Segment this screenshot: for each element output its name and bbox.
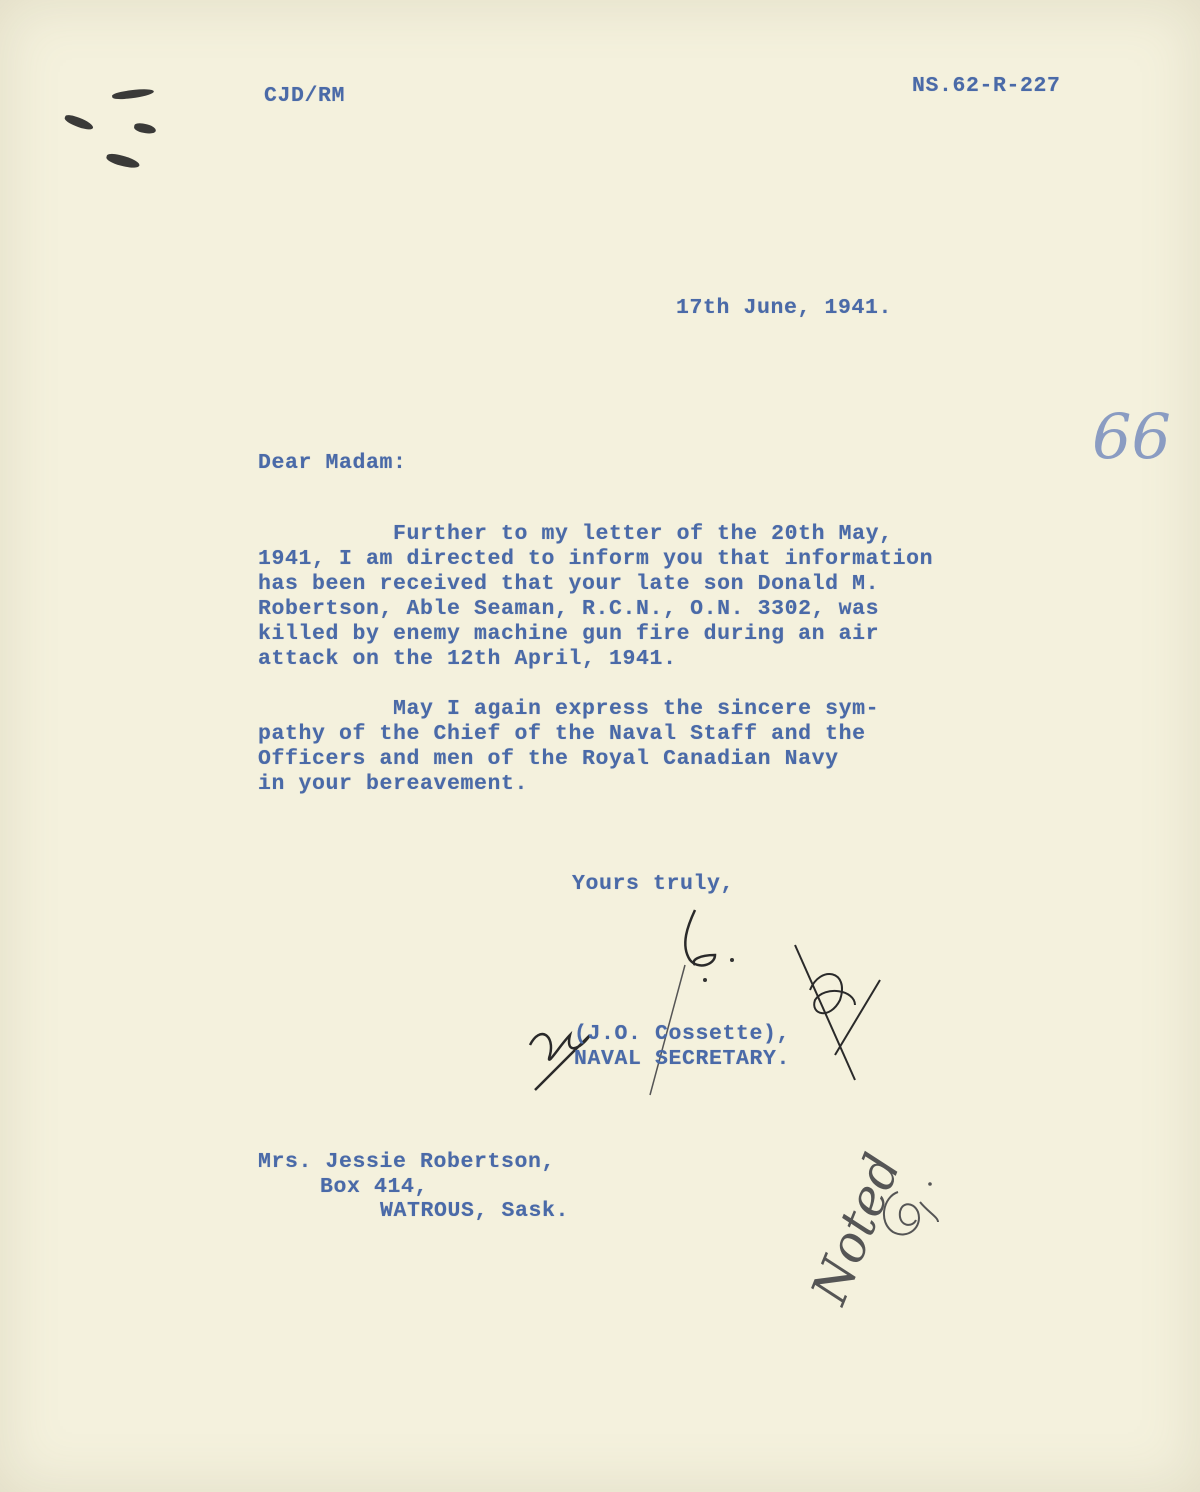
body-line: in your bereavement. bbox=[258, 772, 529, 796]
recipient-city: WATROUS, Sask. bbox=[380, 1199, 570, 1223]
body-line: attack on the 12th April, 1941. bbox=[258, 647, 677, 671]
body-line: Robertson, Able Seaman, R.C.N., O.N. 3302, was bbox=[258, 597, 880, 621]
handwritten-initials bbox=[868, 1172, 948, 1252]
letter-date: 17th June, 1941. bbox=[676, 296, 893, 320]
body-line: 1941, I am directed to inform you that information bbox=[258, 547, 934, 571]
signature-name: (J.O. Cossette), bbox=[574, 1022, 791, 1046]
reference-right: NS.62-R-227 bbox=[912, 74, 1061, 98]
body-line: pathy of the Chief of the Naval Staff and the bbox=[258, 722, 866, 746]
body-line: Officers and men of the Royal Canadian Navy bbox=[258, 747, 839, 771]
body-line: May I again express the sincere sym- bbox=[258, 697, 880, 721]
closing: Yours truly, bbox=[572, 872, 735, 896]
pencil-page-number: 66 bbox=[1092, 400, 1171, 473]
handwritten-note: Noted bbox=[800, 1145, 913, 1312]
body-paragraph-1 bbox=[258, 522, 933, 672]
reference-left: CJD/RM bbox=[264, 84, 346, 108]
body-paragraph-2 bbox=[258, 697, 879, 797]
signature-title: NAVAL SECRETARY. bbox=[574, 1047, 791, 1071]
body-line: killed by enemy machine gun fire during an air bbox=[258, 622, 880, 646]
punch-hole-3 bbox=[133, 122, 156, 135]
salutation: Dear Madam: bbox=[258, 451, 407, 475]
handwritten-signature bbox=[510, 905, 930, 1105]
punch-hole-4 bbox=[105, 152, 140, 170]
recipient-name: Mrs. Jessie Robertson, bbox=[258, 1150, 556, 1174]
body-line: Further to my letter of the 20th May, bbox=[258, 522, 893, 546]
punch-hole-1 bbox=[112, 87, 155, 101]
recipient-box: Box 414, bbox=[320, 1175, 429, 1199]
body-line: has been received that your late son Donald M. bbox=[258, 572, 880, 596]
punch-hole-2 bbox=[63, 113, 94, 132]
